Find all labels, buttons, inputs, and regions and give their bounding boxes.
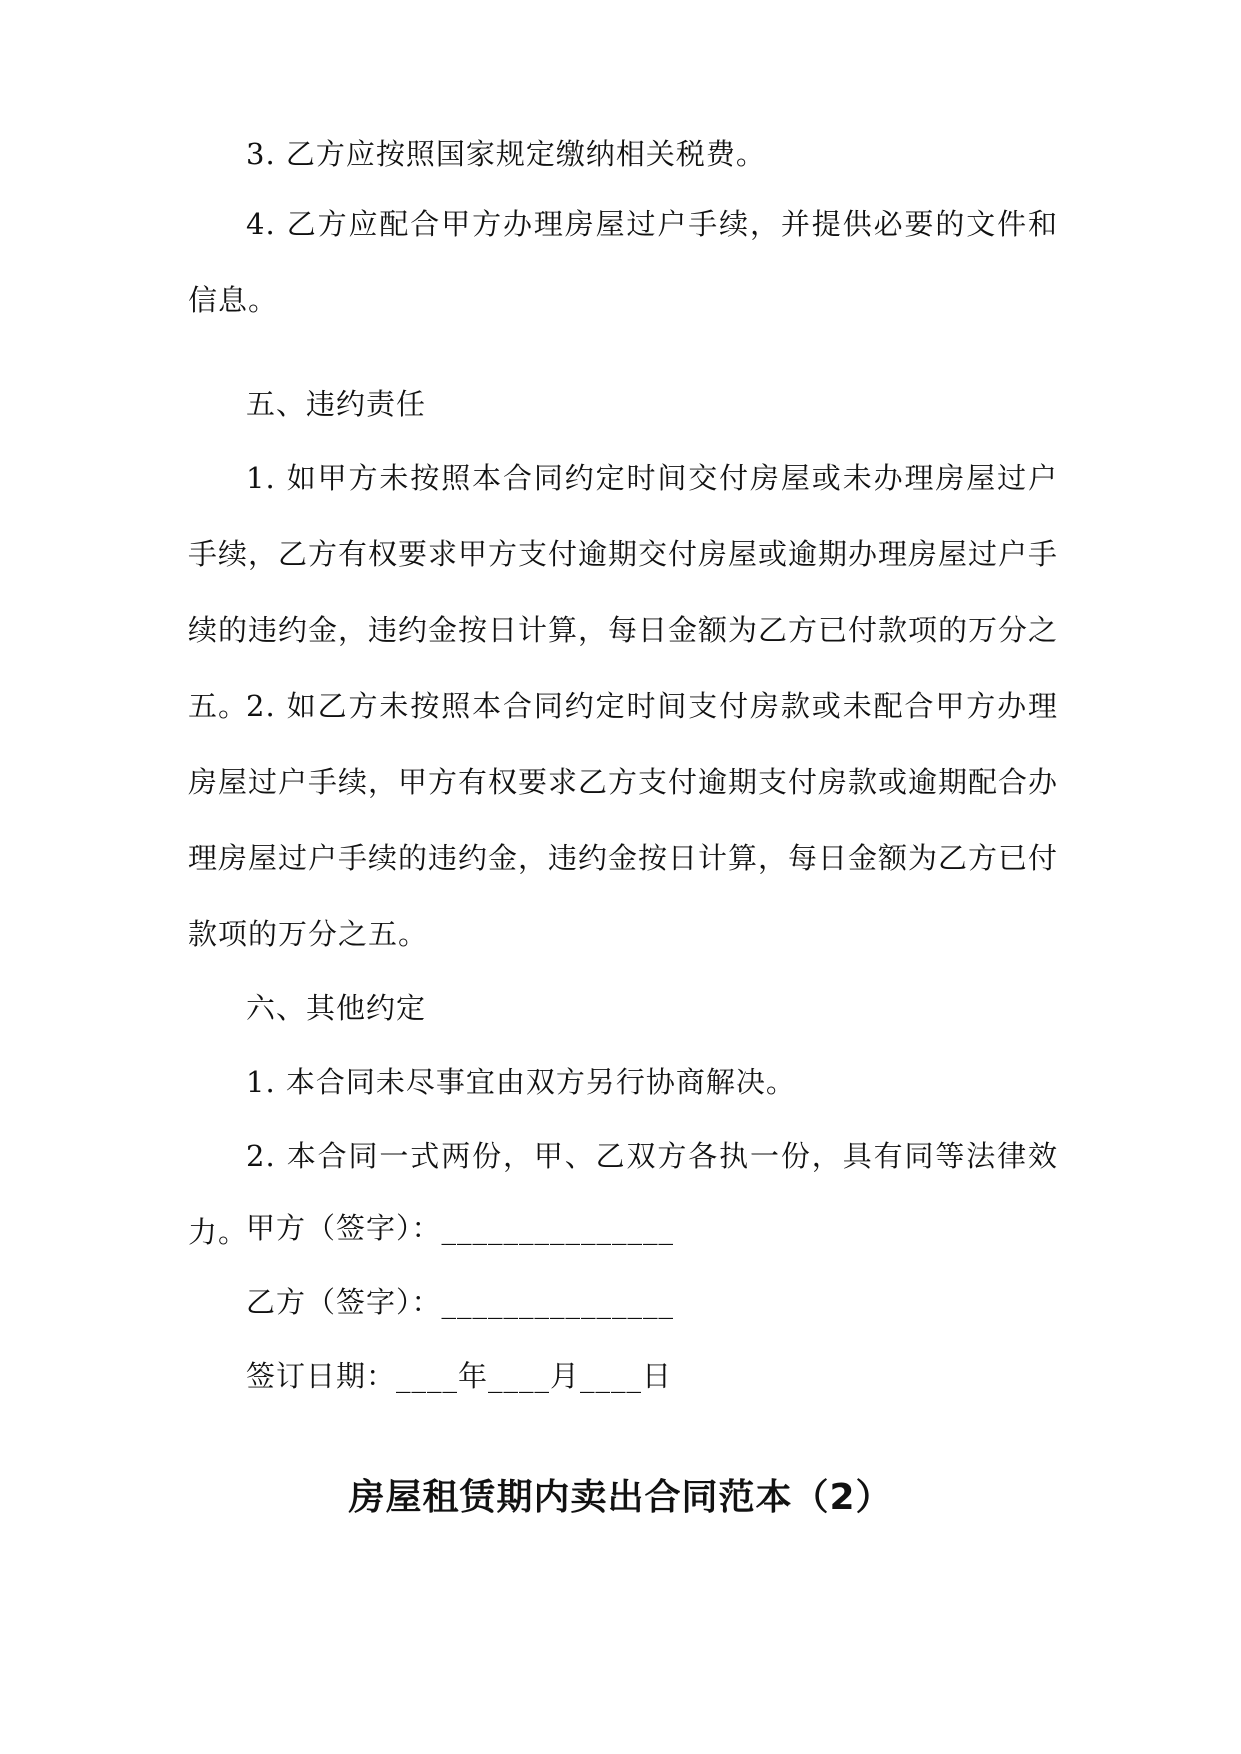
- clause-4-4: 4. 乙方应配合甲方办理房屋过户手续，并提供必要的文件和信息。: [188, 207, 1058, 317]
- signing-date-line: 签订日期：____年____月____日: [246, 1359, 673, 1393]
- section-heading-5: 五、违约责任: [246, 387, 427, 421]
- next-contract-title: 房屋租赁期内卖出合同范本（2）: [348, 1477, 893, 1518]
- party-a-signature-line: 甲方（签字）：_______________: [246, 1211, 675, 1245]
- clause-4-3: 3. 乙方应按照国家规定缴纳相关税费。: [246, 137, 766, 171]
- section-heading-6: 六、其他约定: [246, 991, 427, 1025]
- clause-6-1: 1. 本合同未尽事宜由双方另行协商解决。: [246, 1065, 796, 1099]
- clause-6-2: 2. 本合同一式两份，甲、乙双方各执一份，具有同等法律效力。: [188, 1139, 1058, 1249]
- party-b-signature-line: 乙方（签字）：_______________: [246, 1285, 675, 1319]
- clause-5-2: 2. 如乙方未按照本合同约定时间支付房款或未配合甲方办理房屋过户手续，甲方有权要求乙方支付逾期支付房款或逾期配合办理房屋过户手续的违约金，违约金按日计算，每日金额为乙方已付款项的万分之五。: [188, 689, 1059, 951]
- clause-5-1: 1. 如甲方未按照本合同约定时间交付房屋或未办理房屋过户手续，乙方有权要求甲方支付逾期交付房屋或逾期办理房屋过户手续的违约金，违约金按日计算，每日金额为乙方已付款项的万分之五。: [188, 461, 1059, 723]
